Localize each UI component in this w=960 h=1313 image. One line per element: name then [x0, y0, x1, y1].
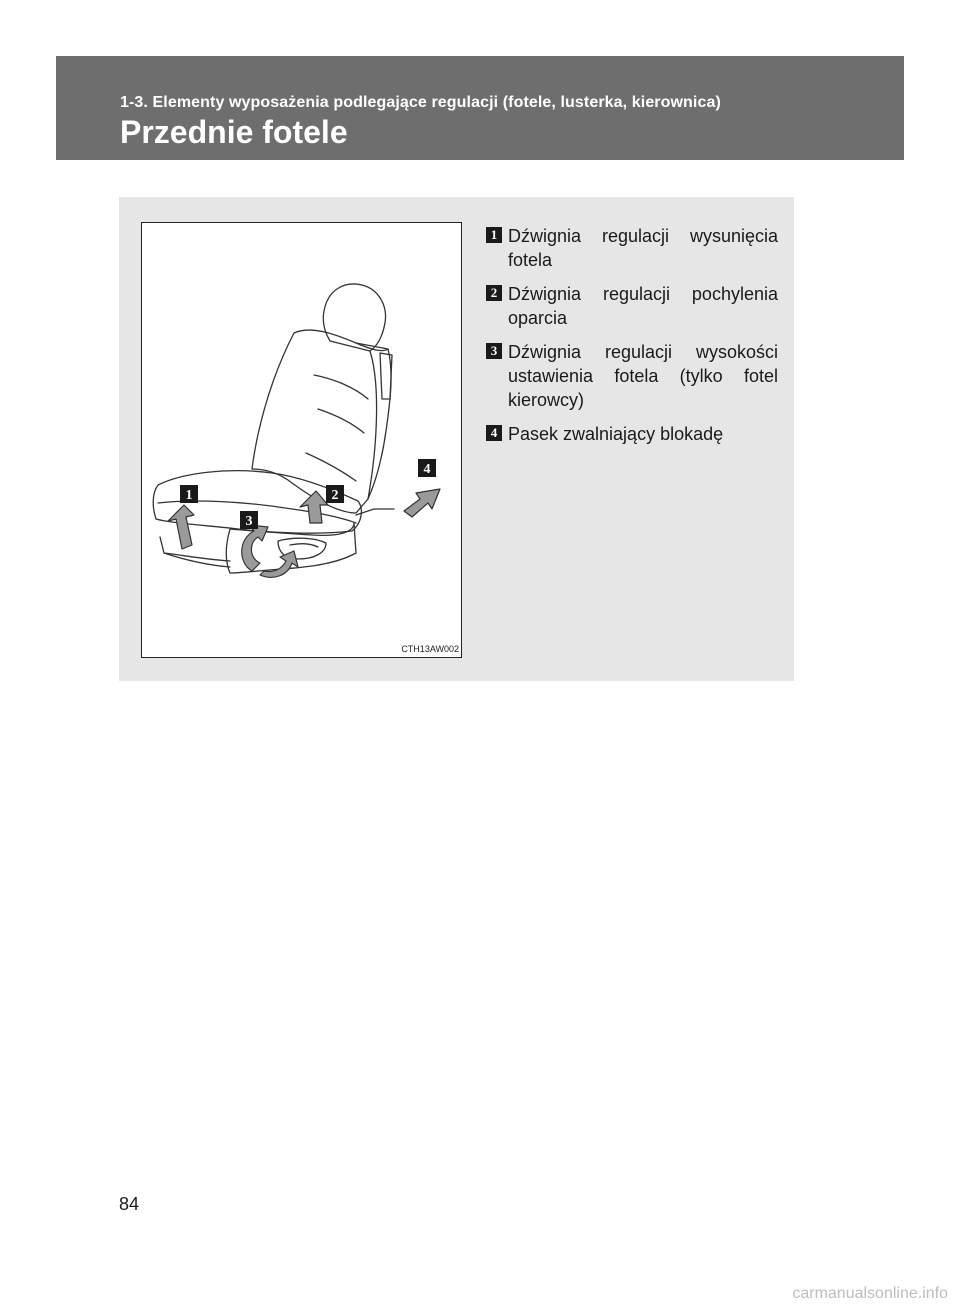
legend-number-badge: 4 [486, 425, 502, 441]
legend-item [486, 422, 778, 446]
seat-figure [141, 222, 462, 658]
callout-1 [180, 485, 198, 503]
seat-headrest [323, 284, 385, 351]
legend-text: Dźwignia regulacji wysokości ustawienia fotela (tylko fotel kierowcy) [508, 342, 778, 410]
section-header [56, 56, 904, 160]
legend-number-badge: 1 [486, 227, 502, 243]
callout-2-text: 2 [331, 488, 339, 503]
callout-3 [240, 511, 258, 529]
callout-2 [326, 485, 344, 503]
arrow-slide [168, 505, 194, 549]
section-breadcrumb: 1-3. Elementy wyposażenia podlegające regulacji (fotele, lusterka, kierownica) [120, 94, 721, 111]
legend-number-badge: 3 [486, 343, 502, 359]
watermark: carmanualsonline.info [792, 1285, 948, 1302]
legend-text: Dźwignia regulacji wysunięcia fotela [508, 226, 778, 270]
callout-4 [418, 459, 436, 477]
legend-text: Dźwignia regulacji pochylenia oparcia [508, 284, 778, 328]
slide-bar [160, 537, 230, 567]
page-title: Przednie fotele [120, 114, 348, 150]
legend-list [486, 224, 778, 456]
arrow-release [404, 489, 440, 517]
page-number: 84 [119, 1194, 140, 1214]
legend-text: Pasek zwalniający blokadę [508, 424, 724, 444]
figure-code: CTH13AW002 [401, 644, 459, 654]
callout-4-text: 4 [423, 462, 431, 477]
callout-3-text: 3 [245, 514, 253, 529]
legend-number-badge: 2 [486, 285, 502, 301]
seat-illustration [142, 223, 461, 657]
arrow-recline [300, 491, 328, 523]
callout-1-text: 1 [185, 488, 193, 503]
legend-item [486, 224, 778, 272]
legend-item [486, 340, 778, 412]
legend-item [486, 282, 778, 330]
